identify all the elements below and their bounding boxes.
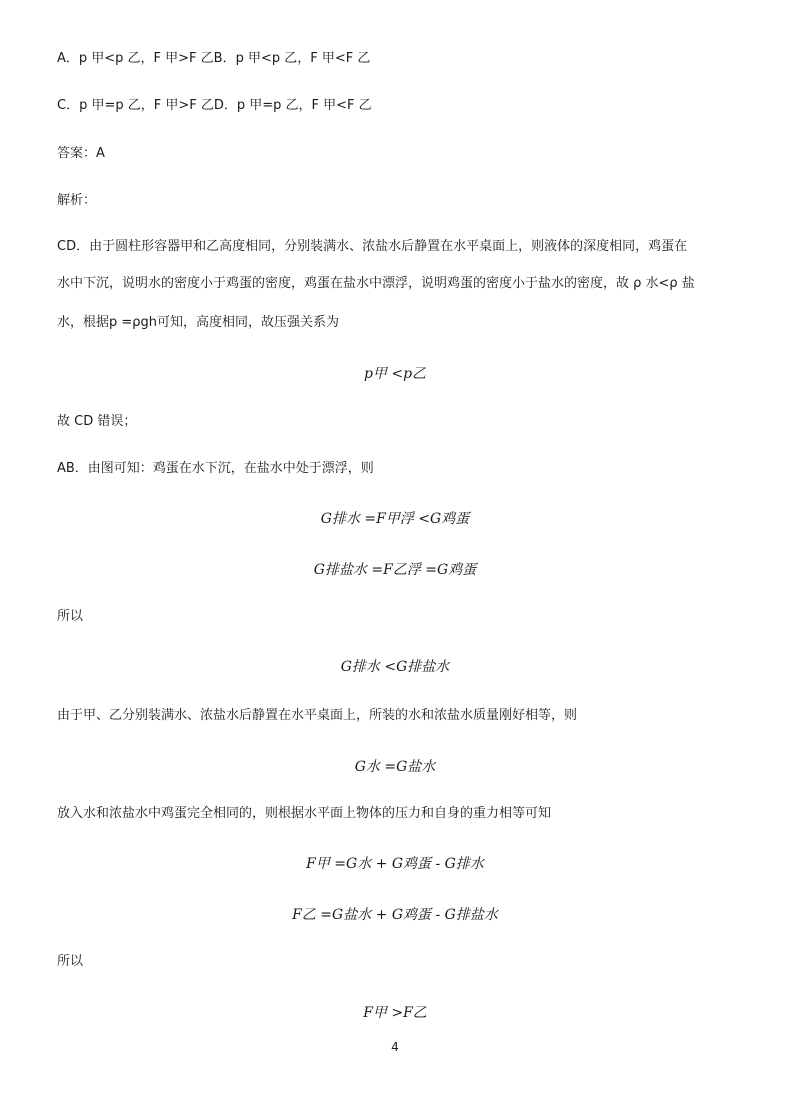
equation-f-yi: F乙 =G盐水 + G鸡蛋 - G排盐水 — [292, 907, 498, 923]
options-ab: A．p 甲<p 乙，F 甲>F 乙B．p 甲<p 乙，F 甲<F 乙 — [57, 51, 371, 66]
equation-f-compare: F甲 >F乙 — [363, 1005, 427, 1021]
cd-text-line-1: CD．由于圆柱形容器甲和乙高度相同，分别装满水、浓盐水后静置在水平桌面上，则液体的深度相同，鸡蛋在 — [57, 239, 688, 254]
pressure-text: 放入水和浓盐水中鸡蛋完全相同的，则根据水平面上物体的压力和自身的重力相等可知 — [57, 806, 552, 821]
equation-g-equal: G水 =G盐水 — [354, 759, 436, 775]
page-number: 4 — [391, 1040, 399, 1054]
equation-g-saltwater: G排盐水 =F乙浮 =G鸡蛋 — [313, 562, 477, 578]
equation-pressure: p甲 <p乙 — [363, 366, 427, 382]
answer: 答案：A — [57, 146, 105, 161]
analysis-label: 解析： — [57, 193, 97, 208]
mass-text: 由于甲、乙分别装满水、浓盐水后静置在水平桌面上，所装的水和浓盐水质量刚好相等，则 — [57, 708, 578, 723]
so-label-2: 所以 — [57, 954, 84, 969]
ab-text: AB．由图可知：鸡蛋在水下沉，在盐水中处于漂浮，则 — [57, 461, 374, 476]
cd-text-line-3: 水，根据p =ρgh可知，高度相同，故压强关系为 — [57, 315, 340, 330]
equation-f-jia: F甲 =G水 + G鸡蛋 - G排水 — [306, 856, 484, 872]
cd-conclusion: 故 CD 错误； — [57, 414, 137, 429]
equation-g-compare: G排水 <G排盐水 — [340, 659, 450, 675]
equation-g-water: G排水 =F甲浮 <G鸡蛋 — [320, 511, 470, 527]
options-cd: C．p 甲=p 乙，F 甲>F 乙D．p 甲=p 乙，F 甲<F 乙 — [57, 98, 372, 113]
so-label-1: 所以 — [57, 609, 84, 624]
cd-text-line-2: 水中下沉，说明水的密度小于鸡蛋的密度，鸡蛋在盐水中漂浮，说明鸡蛋的密度小于盐水的密度，故 ρ 水<ρ 盐 — [57, 276, 695, 291]
